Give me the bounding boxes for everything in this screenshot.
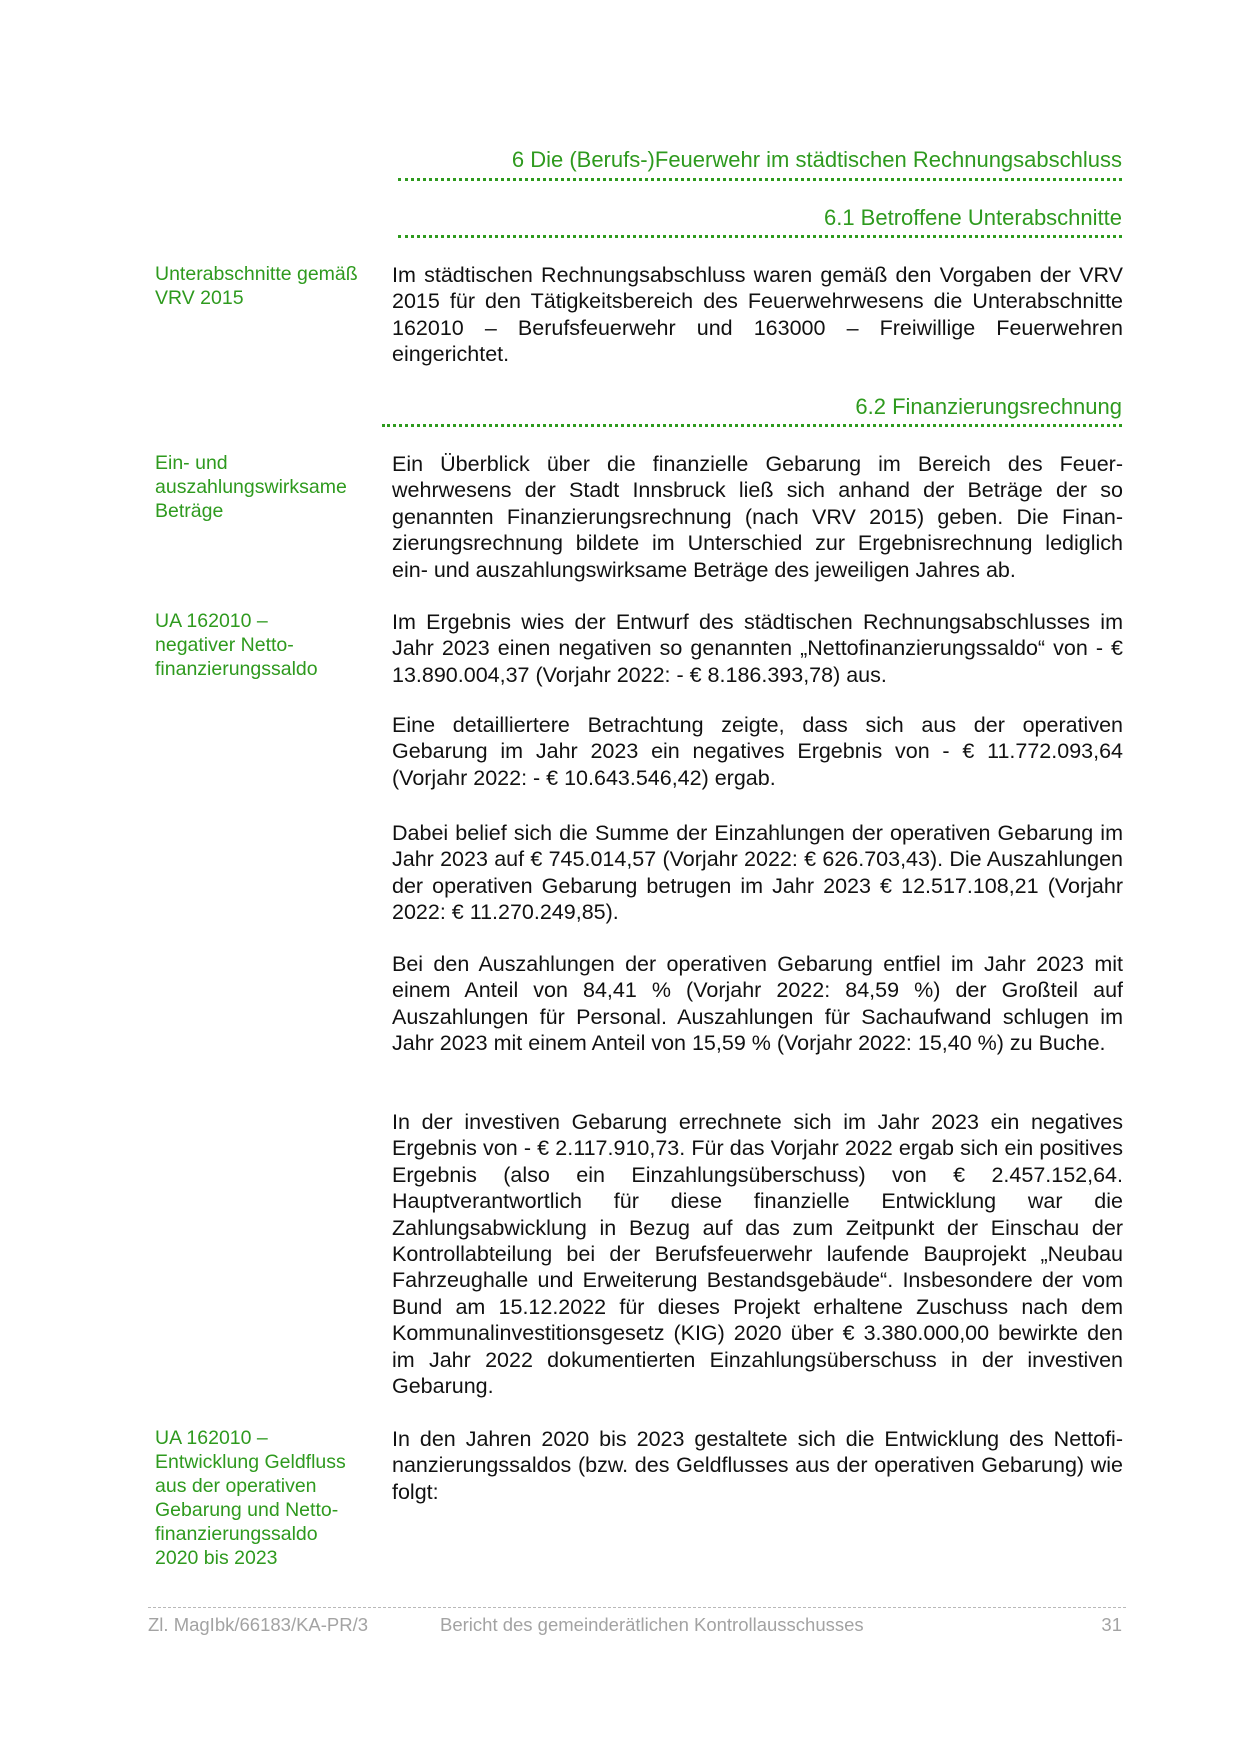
- chapter-heading: 6 Die (Berufs-)Feuerwehr im städtischen Rechnungsabschluss: [511, 147, 1122, 172]
- paragraph-ueberblick: Ein Überblick über die finanzielle Gebarung im Bereich des Feuerwehrwesens der Stadt Innsbruck ließ sich anhand der Beträge der so genannten Finanzierungsrechnung (nach VRV 2015) geben. Die Finanzierungsrechnung bildete im Unterschied zur Ergebnisrechnung lediglich ein- und auszahlungswirksame Beträge des jeweiligen Jahres ab.: [392, 452, 1123, 582]
- section-heading-6-1: 6.1 Betroffene Unterabschnitte: [823, 205, 1122, 230]
- chapter-heading-rule: [398, 178, 1122, 181]
- paragraph-auszahlungen-anteile: Bei den Auszahlungen der operativen Gebarung entfiel im Jahr 2023 mit einem Anteil von 84,41 % (Vorjahr 2022: 84,59 %) der Großteil auf Auszahlungen für Personal. Auszahlungen für Sachaufwand schlugen im Jahr 2023 mit einem Anteil von 15,59 % (Vorjahr 2022: 15,40 %) zu Buche.: [392, 952, 1123, 1056]
- footer-reference: Zl. MagIbk/66183/KA-PR/3: [148, 1614, 369, 1635]
- margin-note-nettofinanzierungssaldo: UA 162010 – negativer Netto- finanzierungssaldo: [155, 610, 318, 680]
- paragraph-einzahlungen: Dabei belief sich die Summe der Einzahlungen der operativen Gebarung im Jahr 2023 auf € 745.014,57 (Vorjahr 2022: € 626.703,43). Die Auszahlungen der operativen Gebarung betrugen im Jahr 2023 € 12.517.108,21 (Vorjahr 2022: € 11.270.249,85).: [392, 821, 1123, 925]
- footer-title: Bericht des gemeinderätlichen Kontrollausschusses: [440, 1614, 864, 1635]
- margin-note-betraege: Ein- und auszahlungswirksame Beträge: [155, 452, 347, 522]
- paragraph-entwicklung: In den Jahren 2020 bis 2023 gestaltete sich die Entwicklung des Nettofinanzierungssaldos (bzw. des Geldflusses aus der operativen Gebarung) wie folgt:: [392, 1427, 1123, 1504]
- section-heading-6-1-rule: [398, 235, 1122, 238]
- margin-note-entwicklung-geldfluss: UA 162010 – Entwicklung Geldfluss aus der operativen Gebarung und Netto- finanzierungssaldo 2020 bis 2023: [155, 1427, 346, 1569]
- paragraph-unterabschnitte: Im städtischen Rechnungsabschluss waren gemäß den Vorgaben der VRV 2015 für den Tätigkeitsbereich des Feuerwehrwesens die Unterabschnitte 162010 – Berufsfeuerwehr und 163000 – Freiwillige Feuerwehren eingerichtet.: [392, 263, 1123, 367]
- section-heading-6-2: 6.2 Finanzierungsrechnung: [855, 394, 1122, 419]
- paragraph-investive-gebarung: In der investiven Gebarung errechnete sich im Jahr 2023 ein negatives Ergebnis von - € 2.117.910,73. Für das Vorjahr 2022 ergab sich ein positives Ergebnis (also ein Einzahlungsüberschuss) von € 2.457.152,64. Hauptverantwortlich für diese finanzielle Entwicklung war die Zahlungsabwicklung in Bezug auf das zum Zeitpunkt der Einschau der Kontrollabteilung bei der Berufsfeuerwehr laufende Bauprojekt „Neubau Fahrzeughalle und Erweiterung Bestandsgebäude“. Insbesondere der vom Bund am 15.12.2022 für dieses Projekt erhaltene Zuschuss nach dem Kommunalinvestitionsgesetz (KIG) 2020 über € 3.380.000,00 bewirkte den im Jahr 2022 dokumentierten Einzahlungsüberschuss in der investiven Gebarung.: [392, 1110, 1123, 1399]
- section-heading-6-2-rule: [382, 424, 1122, 427]
- paragraph-operative-gebarung: Eine detailliertere Betrachtung zeigte, dass sich aus der operativen Gebarung im Jahr 2023 ein negatives Ergebnis von - € 11.772.093,64 (Vorjahr 2022: - € 10.643.546,42) ergab.: [392, 713, 1123, 790]
- paragraph-nettofinanzierungssaldo: Im Ergebnis wies der Entwurf des städtischen Rechnungsabschlusses im Jahr 2023 einen negativen so genannten „Nettofinanzierungssaldo“ von - € 13.890.004,37 (Vorjahr 2022: - € 8.186.393,78) aus.: [392, 610, 1123, 687]
- footer-rule: [148, 1607, 1126, 1608]
- margin-note-unterabschnitte: Unterabschnitte gemäß VRV 2015: [155, 263, 358, 309]
- page-number: 31: [1101, 1614, 1122, 1635]
